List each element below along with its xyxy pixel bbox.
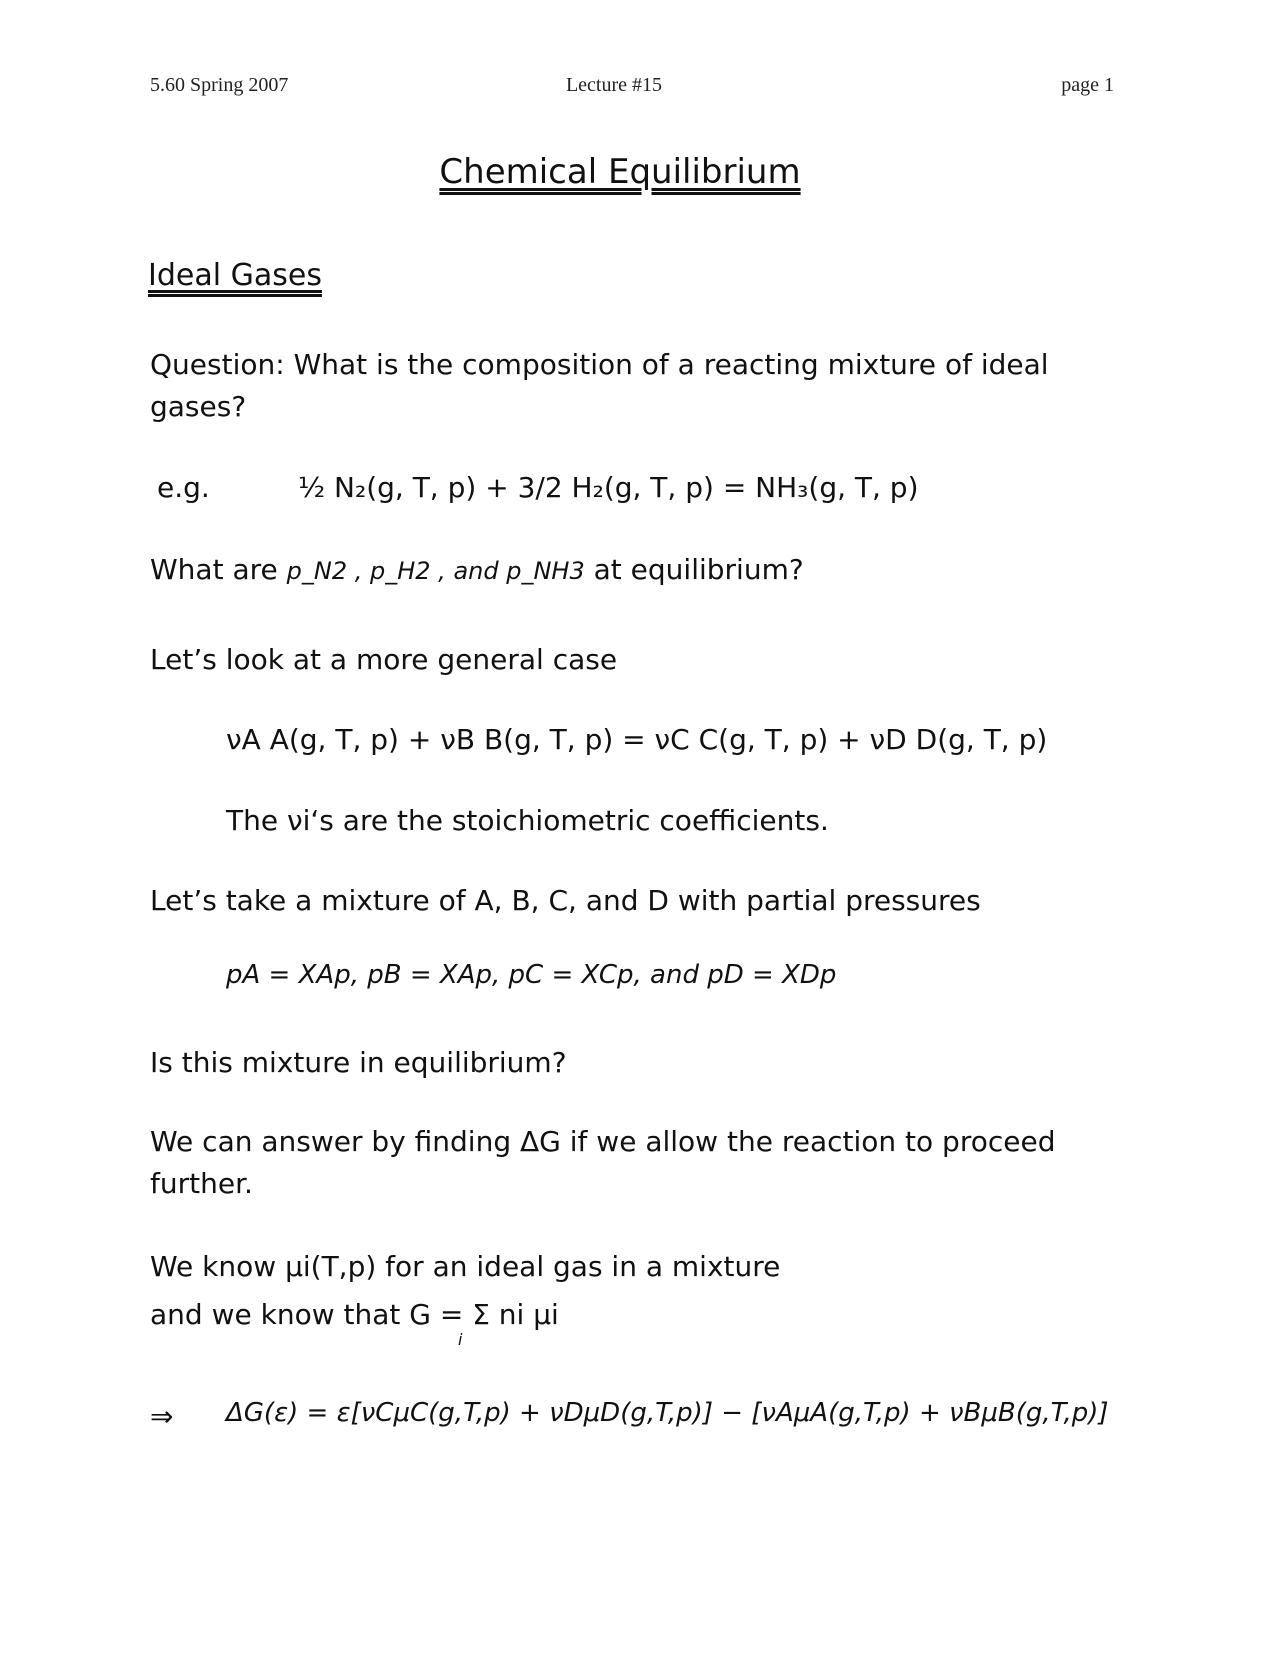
chemical-potential-line: We know μi(T,p) for an ideal gas in a mixture [150, 1250, 781, 1283]
what-are-suffix: at equilibrium? [593, 553, 804, 586]
question-line-1: Question: What is the composition of a reacting mixture of ideal [150, 348, 1049, 381]
answer-line-2: further. [150, 1167, 253, 1200]
implies-arrow-icon: ⇒ [150, 1400, 174, 1433]
answer-line-1: We can answer by finding ΔG if we allow the reaction to proceed [150, 1125, 1056, 1158]
header-course: 5.60 Spring 2007 [150, 74, 289, 96]
what-are-prefix: What are [150, 553, 278, 586]
partial-pressure-question [150, 553, 804, 586]
gibbs-sum-line: and we know that G = Σ ni μi [150, 1298, 559, 1331]
general-reaction-equation: νA A(g, T, p) + νB B(g, T, p) = νC C(g, T, p) + νD D(g, T, p) [226, 723, 1048, 756]
page-title: Chemical Equilibrium [439, 152, 801, 192]
sum-index: i [458, 1330, 463, 1349]
delta-g-equation: ΔG(ε) = ε[νCμC(g,T,p) + νDμD(g,T,p)] − [νAμA(g,T,p) + νBμB(g,T,p)] [226, 1398, 1109, 1428]
example-label: e.g. [157, 471, 210, 504]
header-lecture: Lecture #15 [565, 74, 663, 96]
general-case-line: Let’s look at a more general case [150, 643, 618, 676]
mixture-line: Let’s take a mixture of A, B, C, and D with partial pressures [150, 884, 981, 917]
partial-pressure-variables: p_N2 , p_H2 , and p_NH3 [286, 557, 585, 585]
header-page-number: page 1 [1061, 74, 1114, 96]
equilibrium-question: Is this mixture in equilibrium? [150, 1046, 567, 1079]
example-reaction-equation: ½ N₂(g, T, p) + 3/2 H₂(g, T, p) = NH₃(g, T, p) [298, 471, 919, 504]
section-heading: Ideal Gases [148, 258, 322, 293]
partial-pressures-equation: pA = XAp, pB = XAp, pC = XCp, and pD = XDp [226, 960, 837, 990]
question-line-2: gases? [150, 390, 247, 423]
stoichiometric-note: The νi‘s are the stoichiometric coefficients. [226, 804, 829, 837]
